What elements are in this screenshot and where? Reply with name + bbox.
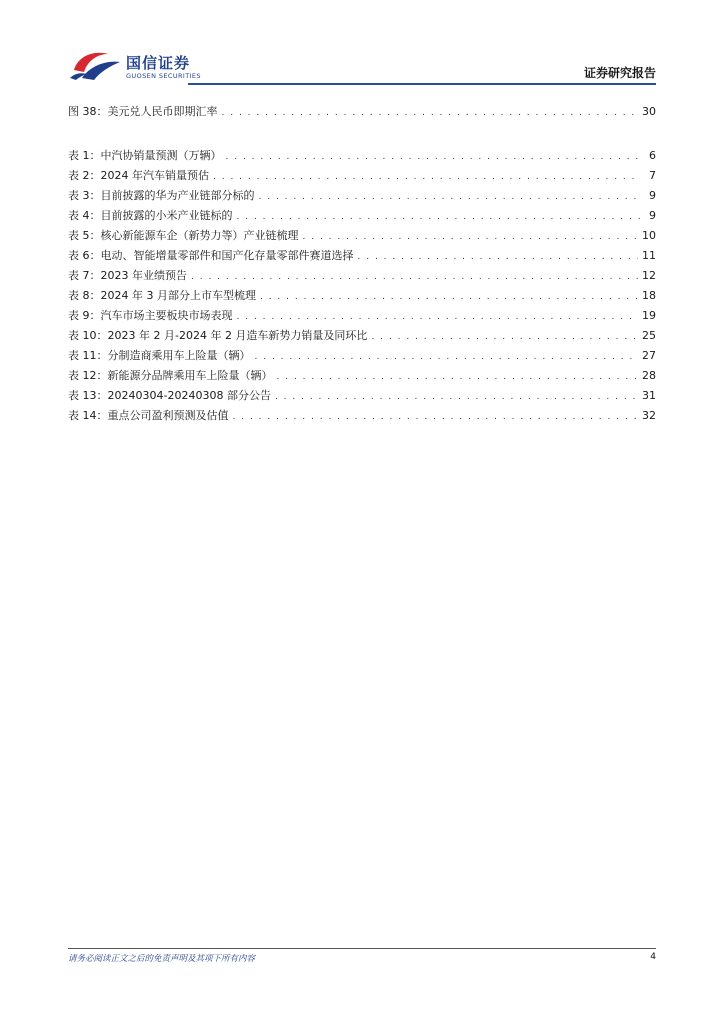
guosen-logo (68, 48, 208, 84)
page-header (68, 48, 656, 86)
toc-title: 2023 年业绩预告 (100, 269, 187, 282)
footer-rule (68, 948, 656, 949)
toc-leader-dots (237, 209, 641, 225)
toc-leader-dots (237, 309, 639, 325)
toc-entry-table-9[interactable] (68, 308, 656, 324)
toc-title: 分制造商乘用车上险量（辆） (107, 349, 251, 362)
toc-entry-table-14[interactable] (68, 408, 656, 424)
toc-leader-dots (260, 289, 638, 305)
toc-title: 新能源分品牌乘用车上险量（辆） (107, 369, 273, 382)
toc-label: 表 6： (68, 249, 101, 262)
toc-leader-dots (277, 369, 639, 385)
toc-entry-figure-38[interactable] (68, 104, 656, 120)
toc-title: 重点公司盈利预测及估值 (107, 409, 229, 422)
toc-page: 19 (642, 309, 656, 322)
toc-label: 表 12： (68, 369, 108, 382)
toc-leader-dots (222, 105, 639, 121)
toc-page: 12 (642, 269, 656, 282)
toc-leader-dots (259, 189, 641, 205)
toc-leader-dots (255, 349, 639, 365)
toc-label: 表 13： (68, 389, 108, 402)
toc-page: 31 (642, 389, 656, 402)
toc-label: 表 2： (68, 169, 101, 182)
toc-leader-dots (303, 229, 639, 245)
toc-entry-table-11[interactable] (68, 348, 656, 364)
toc-entry-table-13[interactable] (68, 388, 656, 404)
footer-page-number: 4 (650, 952, 656, 962)
toc-leader-dots (233, 409, 639, 425)
logo-english-name: GUOSEN SECURITIES (126, 72, 201, 80)
toc-entry-table-1[interactable] (68, 148, 656, 164)
toc-entry-table-8[interactable] (68, 288, 656, 304)
toc-label: 表 3： (68, 189, 101, 202)
toc-entry-table-2[interactable] (68, 168, 656, 184)
toc-page: 10 (642, 229, 656, 242)
toc-label: 表 11： (68, 349, 108, 362)
toc-entry-table-3[interactable] (68, 188, 656, 204)
toc-leader-dots (213, 169, 640, 185)
toc-label: 图 38： (68, 105, 108, 118)
toc-label: 表 5： (68, 229, 101, 242)
toc-leader-dots (275, 389, 638, 405)
toc-entry-table-6[interactable] (68, 248, 656, 264)
toc-page: 30 (642, 105, 656, 118)
toc-title: 汽车市场主要板块市场表现 (100, 309, 233, 322)
toc-title: 美元兑人民币即期汇率 (107, 105, 218, 118)
toc-leader-dots (358, 249, 639, 265)
toc-title: 核心新能源车企（新势力等）产业链梳理 (100, 229, 299, 242)
toc-leader-dots (226, 149, 641, 165)
header-rule (188, 83, 656, 85)
toc-entry-table-12[interactable] (68, 368, 656, 384)
toc-entry-table-10[interactable] (68, 328, 656, 344)
toc-page: 9 (649, 209, 656, 222)
toc-entry-table-7[interactable] (68, 268, 656, 284)
guosen-logo-icon (68, 48, 124, 82)
toc-page: 28 (642, 369, 656, 382)
toc-page: 32 (642, 409, 656, 422)
toc-page: 25 (642, 329, 656, 342)
toc-title: 2024 年汽车销量预估 (100, 169, 209, 182)
toc-label: 表 8： (68, 289, 101, 302)
toc-title: 2024 年 3 月部分上市车型梳理 (100, 289, 256, 302)
toc-title: 目前披露的华为产业链部分标的 (100, 189, 255, 202)
toc-page: 9 (649, 189, 656, 202)
toc-page: 18 (642, 289, 656, 302)
toc-page: 27 (642, 349, 656, 362)
toc-title: 20240304-20240308 部分公告 (107, 389, 271, 402)
toc-title: 中汽协销量预测（万辆） (100, 149, 222, 162)
toc-label: 表 1： (68, 149, 101, 162)
toc-page: 6 (649, 149, 656, 162)
report-type-title: 证券研究报告 (583, 66, 656, 80)
logo-chinese-name: 国信证券 (126, 54, 191, 72)
footer-disclaimer: 请务必阅读正文之后的免责声明及其项下所有内容 (68, 954, 256, 964)
toc-leader-dots (371, 329, 638, 345)
toc-title: 电动、智能增量零部件和国产化存量零部件赛道选择 (100, 249, 354, 262)
toc-label: 表 10： (68, 329, 108, 342)
toc-label: 表 4： (68, 209, 101, 222)
toc-title: 目前披露的小米产业链标的 (100, 209, 233, 222)
toc-entry-table-5[interactable] (68, 228, 656, 244)
toc-label: 表 7： (68, 269, 101, 282)
toc-leader-dots (191, 269, 638, 285)
toc-entry-table-4[interactable] (68, 208, 656, 224)
toc-label: 表 14： (68, 409, 108, 422)
toc-page: 11 (642, 249, 656, 262)
toc-page: 7 (649, 169, 656, 182)
toc-label: 表 9： (68, 309, 101, 322)
toc-title: 2023 年 2 月-2024 年 2 月造车新势力销量及同环比 (107, 329, 368, 342)
